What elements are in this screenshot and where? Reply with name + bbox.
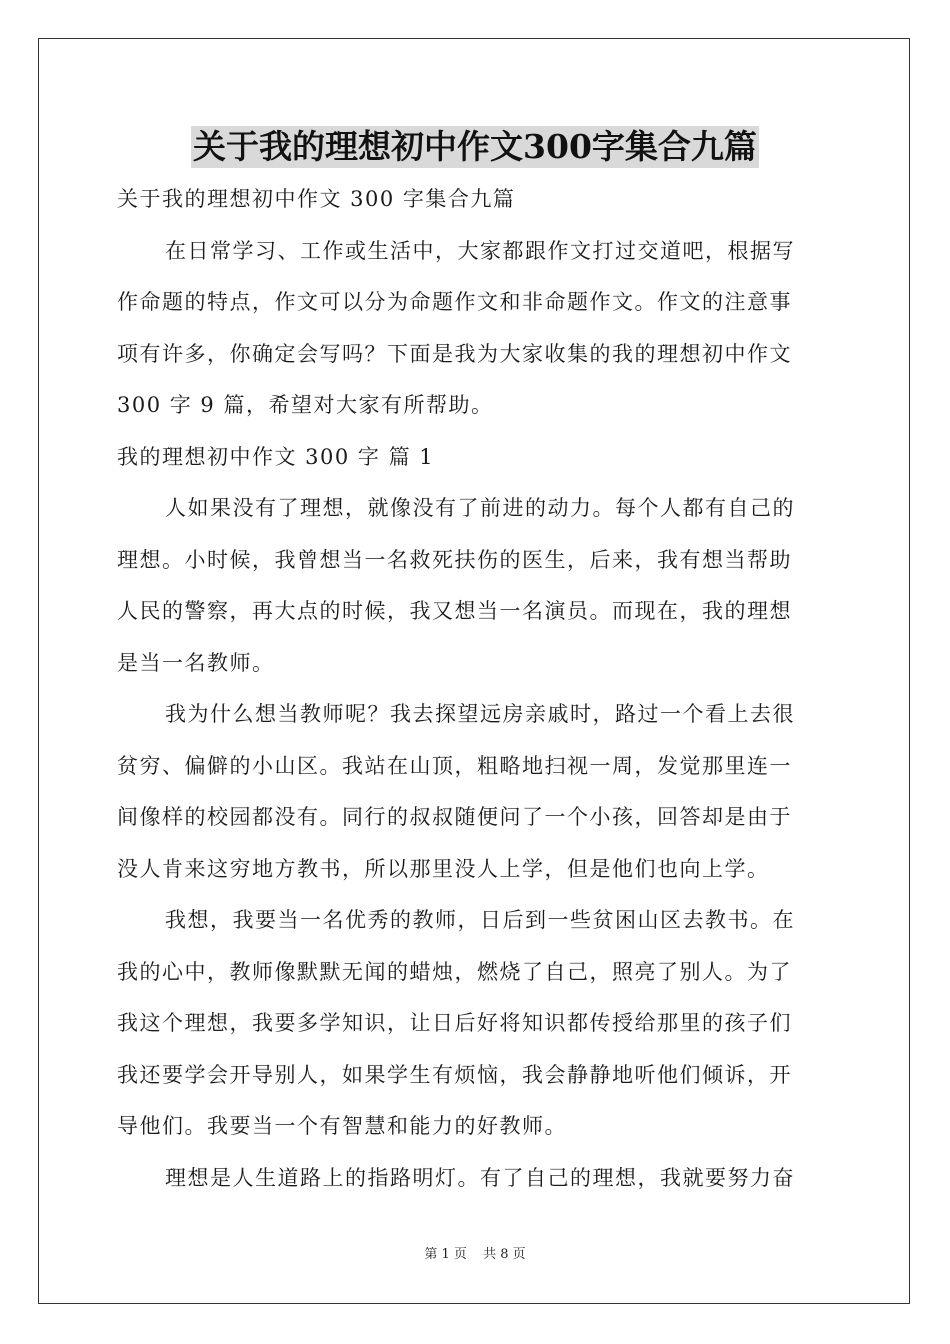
text-line: 我这个理想，我要多学知识，让日后好将知识都传授给那里的孩子们 xyxy=(117,1011,792,1035)
text-line: 我为什么想当教师呢？我去探望远房亲戚时，路过一个看上去很 xyxy=(165,702,795,726)
text-line: 在日常学习、工作或生活中，大家都跟作文打过交道吧，根据写 xyxy=(165,238,795,263)
text-line: 理想。小时候，我曾想当一名救死扶伤的医生，后来，我有想当帮助 xyxy=(117,547,792,572)
page-number: 第 1 页 xyxy=(424,1247,467,1262)
page-total: 共 8 页 xyxy=(483,1247,526,1262)
text-line: 是当一名教师。 xyxy=(117,650,275,675)
text-line: 关于我的理想初中作文 300 字集合九篇 xyxy=(117,187,516,211)
text-line: 作命题的特点，作文可以分为命题作文和非命题作文。作文的注意事 xyxy=(117,290,792,314)
document-body xyxy=(117,182,833,1212)
section-heading: 我的理想初中作文 300 字 篇 1 xyxy=(117,444,435,469)
text-line: 项有许多，你确定会写吗？下面是我为大家收集的我的理想初中作文 xyxy=(117,341,792,366)
text-line: 我还要学会开导别人，如果学生有烦恼，我会静静地听他们倾诉，开 xyxy=(117,1062,792,1087)
text-line: 间像样的校园都没有。同行的叔叔随便问了一个小孩，回答却是由于 xyxy=(117,805,792,829)
text-line: 300 字 9 篇，希望对大家有所帮助。 xyxy=(117,393,494,417)
page-footer xyxy=(0,1246,950,1264)
text-line: 人如果没有了理想，就像没有了前进的动力。每个人都有自己的 xyxy=(165,496,795,520)
text-line: 导他们。我要当一个有智慧和能力的好教师。 xyxy=(117,1114,567,1138)
title-container xyxy=(0,126,950,168)
text-line: 贫穷、偏僻的小山区。我站在山顶，粗略地扫视一周，发觉那里连一 xyxy=(117,753,792,778)
text-line: 人民的警察，再大点的时候，我又想当一名演员。而现在，我的理想 xyxy=(117,599,792,623)
text-line: 没人肯来这穷地方教书，所以那里没人上学，但是他们也向上学。 xyxy=(117,856,770,881)
text-line: 我的心中，教师像默默无闻的蜡烛，燃烧了自己，照亮了别人。为了 xyxy=(117,959,792,984)
document-title: 关于我的理想初中作文300字集合九篇 xyxy=(193,127,757,166)
text-line: 我想，我要当一名优秀的教师，日后到一些贫困山区去教书。在 xyxy=(165,908,795,932)
text-line: 理想是人生道路上的指路明灯。有了自己的理想，我就要努力奋 xyxy=(165,1165,795,1190)
